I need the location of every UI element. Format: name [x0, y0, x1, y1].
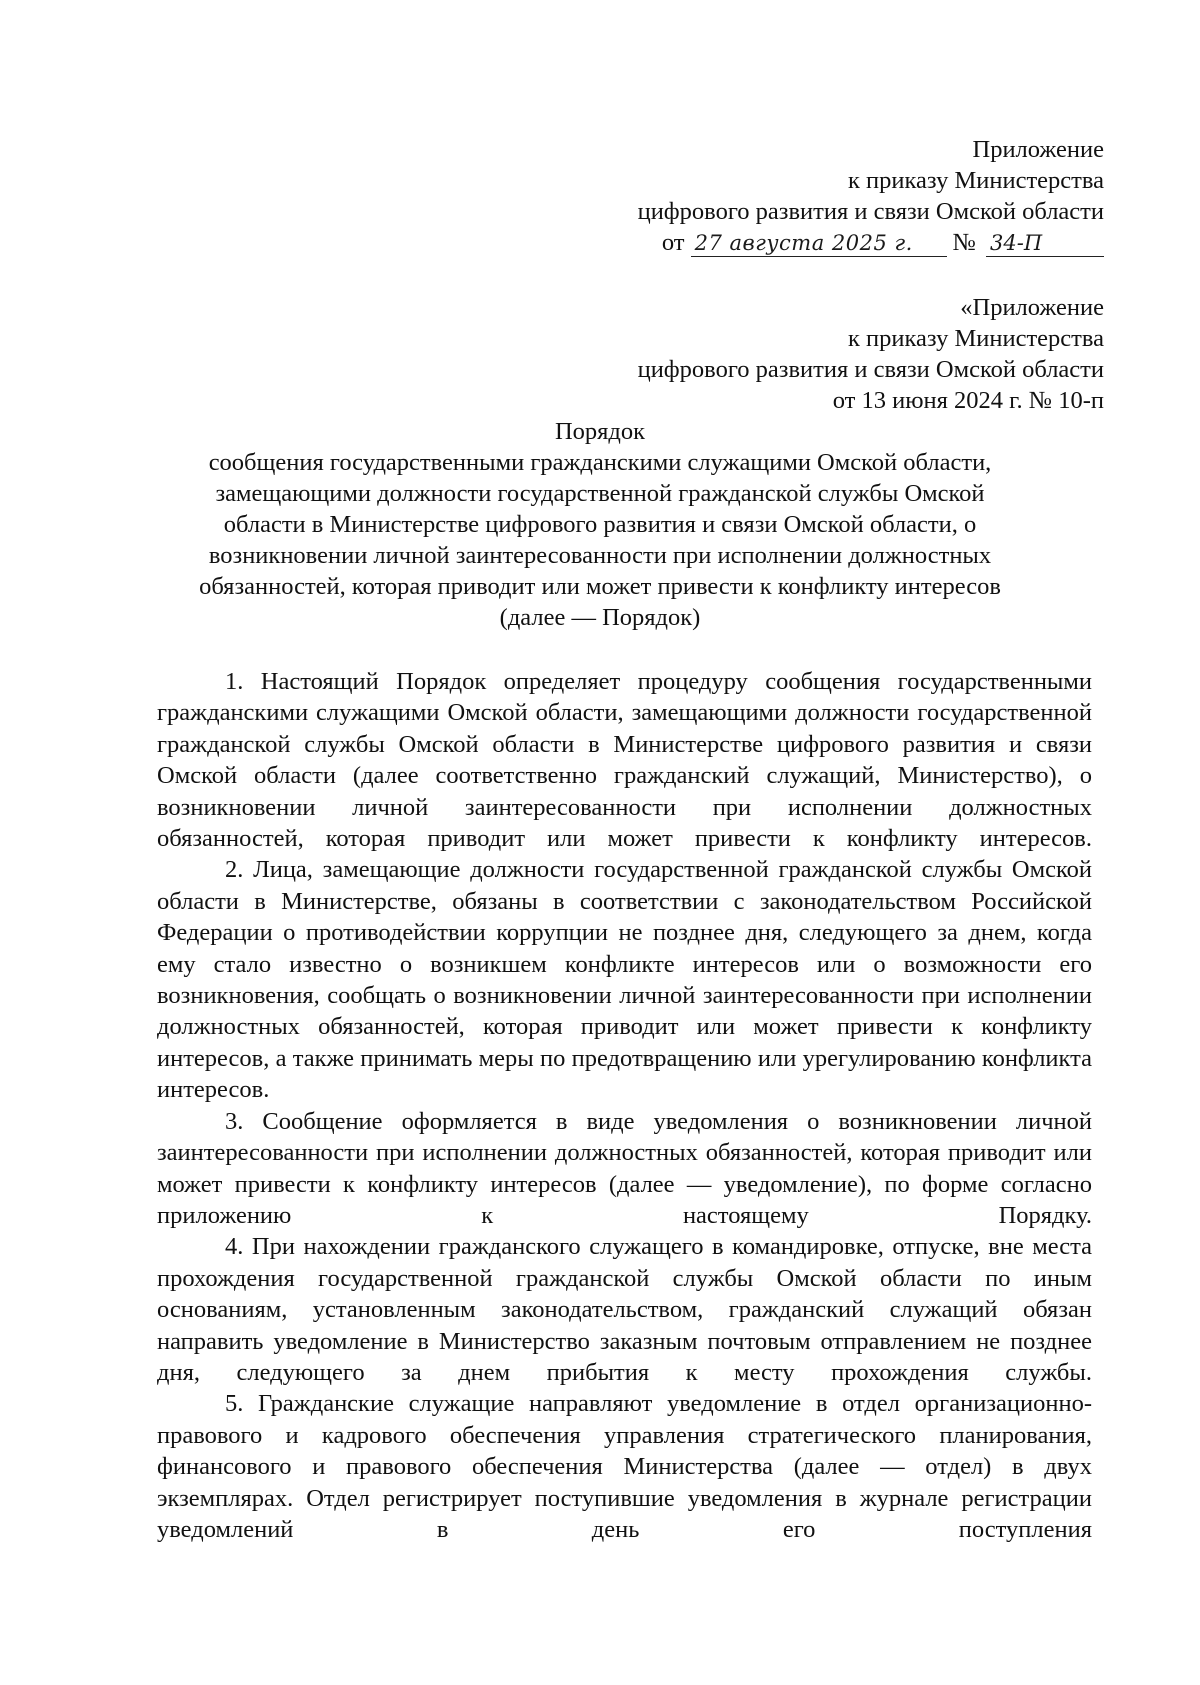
- from-prefix: от: [661, 229, 685, 256]
- paragraph-5: 5. Гражданские служащие направляют уведомление в отдел организационно-правового и кадрового обеспечения управления стратегического планирования, финансового и правового обеспечения Министерства (далее — отдел) в двух экземплярах. Отдел регистрирует поступившие уведомления в журнале регистрации уведомлений в день его поступления: [157, 1390, 1092, 1543]
- header-line: цифрового развития и связи Омской области: [637, 356, 1104, 383]
- approval-header: [638, 134, 1104, 258]
- paragraph-2: 2. Лица, замещающие должности государственной гражданской службы Омской области в Министерстве, обязаны в соответствии с законодательством Российской Федерации о противодействии коррупции не позднее дня, следующего за днем, когда ему стало известно о возникшем конфликте интересов или о возможности его возникновения, сообщать о возникновении личной заинтересованности при исполнении должностных обязанностей, которая приводит или может привести к конфликту интересов, а также принимать меры по предотвращению или урегулированию конфликта интересов.: [157, 856, 1092, 1104]
- original-approval-header: [638, 292, 1104, 416]
- document-body: [157, 666, 1092, 1545]
- paragraph-1: 1. Настоящий Порядок определяет процедуру сообщения государственными гражданскими служащими Омской области, замещающими должности государственной гражданской службы Омской области в Министерстве цифрового развития и связи Омской области (далее соответственно гражданский служащий, Министерство), о возникновении личной заинтересованности при исполнении должностных обязанностей, которая приводит или может привести к конфликту интересов.: [157, 668, 1092, 853]
- header-line: «Приложение: [960, 294, 1104, 321]
- title-line: области в Министерстве цифрового развития и связи Омской области, о: [223, 511, 977, 538]
- header-line: к приказу Министерства: [848, 167, 1104, 194]
- title-heading: Порядок: [554, 418, 646, 445]
- title-line: замещающими должности государственной гражданской службы Омской: [215, 480, 985, 507]
- header-line: к приказу Министерства: [848, 325, 1104, 352]
- title-line: возникновении личной заинтересованности при исполнении должностных: [208, 542, 992, 569]
- header-line: от 13 июня 2024 г. № 10-п: [832, 387, 1104, 414]
- title-line: обязанностей, которая приводит или может привести к конфликту интересов: [199, 573, 1001, 600]
- paragraph-3: 3. Сообщение оформляется в виде уведомления о возникновении личной заинтересованности при исполнении должностных обязанностей, которая приводит или может привести к конфликту интересов (далее — уведомление), по форме согласно приложению к настоящему Порядку.: [157, 1107, 1092, 1229]
- title-line: сообщения государственными гражданскими служащими Омской области,: [208, 449, 992, 476]
- document-title: [160, 416, 1040, 633]
- number-sign: №: [952, 229, 976, 256]
- title-line: (далее — Порядок): [499, 604, 701, 631]
- header-line: цифрового развития и связи Омской области: [637, 198, 1104, 225]
- handwritten-date: 27 августа 2025 г.: [691, 230, 947, 257]
- order-date-number-line: [638, 227, 1104, 258]
- paragraph-4: 4. При нахождении гражданского служащего в командировке, отпуске, вне места прохождения государственной гражданской службы Омской области по иным основаниям, установленным законодательством, гражданский служащий обязан направить уведомление в Министерство заказным почтовым отправлением не позднее дня, следующего за днем прибытия к месту прохождения службы.: [157, 1233, 1092, 1386]
- header-line: Приложение: [972, 136, 1104, 163]
- handwritten-number: 34-П: [986, 230, 1104, 257]
